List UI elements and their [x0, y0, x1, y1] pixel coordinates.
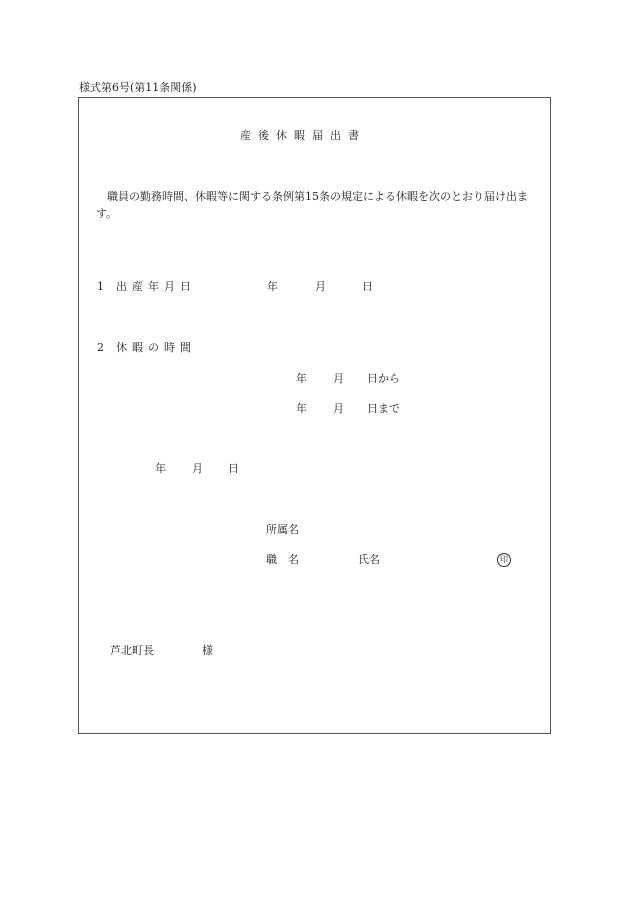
item1-number: 1 [97, 280, 104, 293]
form-number-label: 様式第6号(第11条関係) [79, 81, 197, 94]
position-label: 職 名 [266, 553, 299, 566]
seal-icon: 印 [497, 553, 511, 567]
affiliation-label: 所属名 [266, 523, 299, 536]
leave-to-day-field: 日まで [367, 402, 400, 415]
name-label: 氏名 [358, 553, 380, 566]
leave-to-month-field: 月 [333, 402, 344, 415]
submission-day-field: 日 [228, 462, 239, 475]
item2-number: 2 [97, 341, 104, 354]
leave-to-year-field: 年 [296, 402, 307, 415]
item1-label: 出産年月日 [116, 280, 196, 293]
item2-label: 休暇の時間 [116, 341, 196, 354]
submission-year-field: 年 [155, 462, 166, 475]
item1-day-field: 日 [362, 280, 373, 293]
item1-month-field: 月 [315, 280, 326, 293]
addressee-honorific: 様 [202, 644, 213, 657]
submission-month-field: 月 [192, 462, 203, 475]
item1-year-field: 年 [267, 280, 278, 293]
document-title: 産後休暇届出書 [240, 129, 366, 142]
request-statement: 職員の勤務時間、休暇等に関する条例第15条の規定による休暇を次のとおり届け出ます。 [96, 190, 528, 220]
leave-from-day-field: 日から [367, 372, 400, 385]
leave-from-year-field: 年 [296, 372, 307, 385]
leave-from-month-field: 月 [333, 372, 344, 385]
seal-mark [497, 553, 511, 567]
addressee-name: 芦北町長 [110, 644, 154, 657]
